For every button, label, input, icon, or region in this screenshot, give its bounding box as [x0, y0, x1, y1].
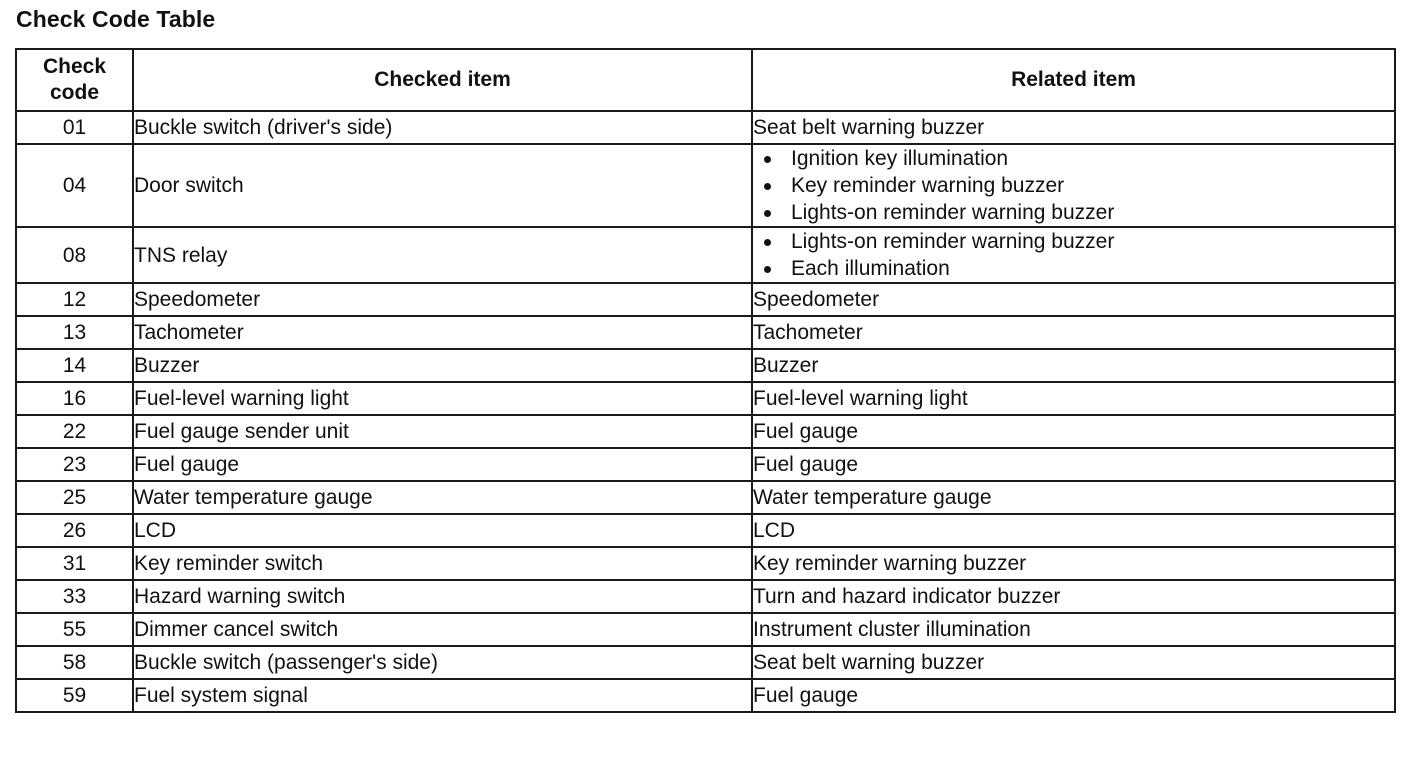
related-item-cell: Key reminder warning buzzer [752, 547, 1395, 580]
related-item-cell [752, 227, 1395, 283]
checked-item-cell: Fuel gauge [133, 448, 752, 481]
table-row [16, 144, 1395, 227]
check-code-cell: 13 [16, 316, 133, 349]
related-item-bullet: Lights-on reminder warning buzzer [753, 199, 1394, 226]
check-code-cell: 16 [16, 382, 133, 415]
check-code-cell: 22 [16, 415, 133, 448]
table-row [16, 382, 1395, 415]
checked-item-cell: Door switch [133, 144, 752, 227]
related-item-cell: LCD [752, 514, 1395, 547]
check-code-cell: 14 [16, 349, 133, 382]
check-code-cell: 59 [16, 679, 133, 712]
check-code-cell: 31 [16, 547, 133, 580]
checked-item-cell: Speedometer [133, 283, 752, 316]
table-row [16, 679, 1395, 712]
related-item-bullet: Lights-on reminder warning buzzer [753, 228, 1394, 255]
related-item-cell: Tachometer [752, 316, 1395, 349]
related-item-cell: Water temperature gauge [752, 481, 1395, 514]
table-row [16, 283, 1395, 316]
related-item-cell: Instrument cluster illumination [752, 613, 1395, 646]
checked-item-cell: Buckle switch (driver's side) [133, 111, 752, 144]
check-code-cell: 12 [16, 283, 133, 316]
related-item-bullet: Ignition key illumination [753, 145, 1394, 172]
page-title: Check Code Table [16, 6, 216, 32]
check-code-cell: 08 [16, 227, 133, 283]
checked-item-cell: Tachometer [133, 316, 752, 349]
table-row [16, 646, 1395, 679]
table-row [16, 227, 1395, 283]
table-row [16, 514, 1395, 547]
check-code-cell: 26 [16, 514, 133, 547]
checked-item-cell: Fuel system signal [133, 679, 752, 712]
checked-item-cell: Dimmer cancel switch [133, 613, 752, 646]
table-row [16, 448, 1395, 481]
related-item-list [753, 228, 1394, 282]
check-code-cell: 23 [16, 448, 133, 481]
checked-item-cell: Fuel gauge sender unit [133, 415, 752, 448]
checked-item-cell: Hazard warning switch [133, 580, 752, 613]
table-row [16, 111, 1395, 144]
check-code-cell: 58 [16, 646, 133, 679]
related-item-cell: Buzzer [752, 349, 1395, 382]
related-item-bullet: Each illumination [753, 255, 1394, 282]
table-row [16, 415, 1395, 448]
related-item-cell [752, 144, 1395, 227]
check-code-cell: 01 [16, 111, 133, 144]
checked-item-cell: Fuel-level warning light [133, 382, 752, 415]
table-row [16, 580, 1395, 613]
header-related-item: Related item [752, 49, 1395, 111]
related-item-cell: Fuel gauge [752, 448, 1395, 481]
check-code-cell: 55 [16, 613, 133, 646]
related-item-cell: Seat belt warning buzzer [752, 646, 1395, 679]
related-item-cell: Fuel gauge [752, 415, 1395, 448]
check-code-cell: 04 [16, 144, 133, 227]
related-item-bullet: Key reminder warning buzzer [753, 172, 1394, 199]
table-row [16, 349, 1395, 382]
related-item-cell: Speedometer [752, 283, 1395, 316]
table-row [16, 547, 1395, 580]
checked-item-cell: Buzzer [133, 349, 752, 382]
related-item-cell: Turn and hazard indicator buzzer [752, 580, 1395, 613]
checked-item-cell: Key reminder switch [133, 547, 752, 580]
related-item-cell: Seat belt warning buzzer [752, 111, 1395, 144]
checked-item-cell: TNS relay [133, 227, 752, 283]
related-item-cell: Fuel-level warning light [752, 382, 1395, 415]
table-body [16, 111, 1395, 712]
header-check-code: Check code [16, 49, 133, 111]
related-item-list [753, 145, 1394, 226]
related-item-cell: Fuel gauge [752, 679, 1395, 712]
check-code-cell: 33 [16, 580, 133, 613]
table-header-row [16, 49, 1395, 111]
checked-item-cell: LCD [133, 514, 752, 547]
checked-item-cell: Buckle switch (passenger's side) [133, 646, 752, 679]
table-row [16, 481, 1395, 514]
table-row [16, 613, 1395, 646]
check-code-cell: 25 [16, 481, 133, 514]
check-code-table [15, 48, 1396, 713]
table-row [16, 316, 1395, 349]
header-checked-item: Checked item [133, 49, 752, 111]
checked-item-cell: Water temperature gauge [133, 481, 752, 514]
